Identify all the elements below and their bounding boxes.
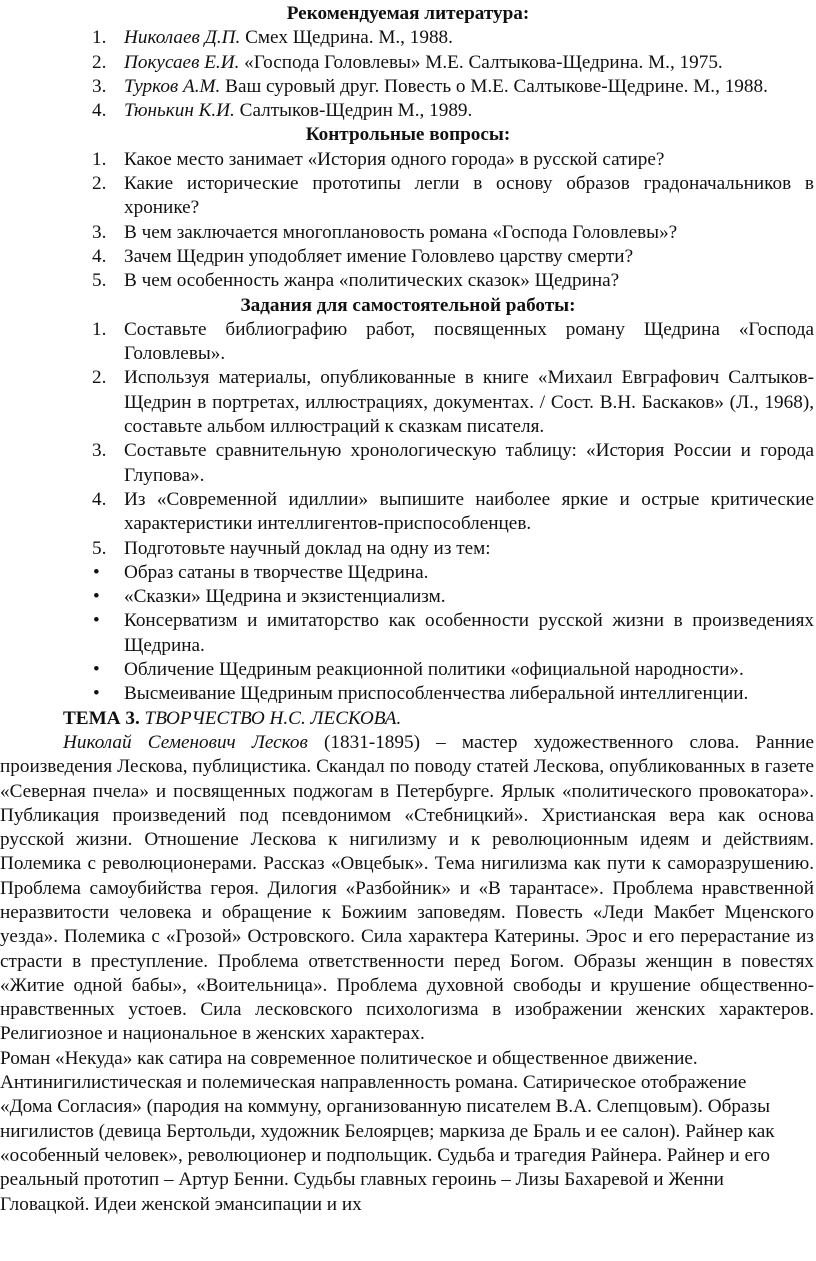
self-study-tasks-section <box>0 294 816 707</box>
report-topic-item <box>0 609 816 658</box>
literature-author: Покусаев Е.И. <box>124 51 240 73</box>
task-item <box>0 366 816 439</box>
task-text: Используя материалы, опубликованные в книге «Михаил Евграфович Салтыков-Щедрин в портретах, иллюстрациях, документах. / Сост. В.Н. Баскаков» (Л., 1968), составьте альбом иллюстраций к сказкам писателя. <box>124 367 814 438</box>
body-paragraph <box>0 731 816 1047</box>
literature-title: Смех Щедрина. М., 1988. <box>240 27 453 49</box>
task-text: Из «Современной идиллии» выпишите наиболее яркие и острые критические характеристики интеллигентов-приспособленцев. <box>124 488 814 535</box>
item-number: 4. <box>92 100 107 122</box>
literature-item <box>0 26 816 50</box>
lead-name: Николай Семенович Лесков <box>63 731 308 753</box>
task-text: Составьте библиографию работ, посвященных роману Щедрина «Господа Головлевы». <box>124 318 814 365</box>
item-number: 1. <box>92 148 107 170</box>
question-text: Зачем Щедрин уподобляет имение Головлево царству смерти? <box>124 245 634 267</box>
bullet-icon: • <box>93 586 100 608</box>
control-questions-section <box>0 123 816 293</box>
literature-title: «Господа Головлевы» М.Е. Салтыкова-Щедрина. М., 1975. <box>239 51 723 73</box>
question-text: Какое место занимает «История одного города» в русской сатире? <box>124 148 665 170</box>
literature-heading: Рекомендуемая литература: <box>286 3 530 24</box>
task-text: Составьте сравнительную хронологическую таблицу: «История России и города Глупова». <box>124 440 814 486</box>
literature-list <box>0 26 816 123</box>
task-item <box>0 488 816 537</box>
literature-item <box>0 75 816 99</box>
report-topic-item <box>0 585 816 609</box>
recommended-literature-section <box>0 2 816 123</box>
questions-list <box>0 148 816 294</box>
task-text: Подготовьте научный доклад на одну из тем: <box>124 537 491 559</box>
question-item <box>0 221 816 245</box>
literature-author: Турков А.М. <box>124 75 221 97</box>
literature-author: Николаев Д.П. <box>124 27 241 49</box>
item-number: 3. <box>92 440 107 462</box>
question-text: В чем особенность жанра «политических сказок» Щедрина? <box>124 270 620 292</box>
question-item <box>0 269 816 293</box>
literature-title: Салтыков-Щедрин М., 1989. <box>234 100 473 122</box>
literature-item <box>0 51 816 75</box>
item-number: 5. <box>92 537 107 559</box>
bullet-icon: • <box>93 561 100 583</box>
question-item <box>0 245 816 269</box>
item-number: 5. <box>92 270 107 292</box>
report-topic-text: Консерватизм и имитаторство как особенности русской жизни в произведениях Щедрина. <box>124 610 814 656</box>
question-text: В чем заключается многоплановость романа «Господа Головлевы»? <box>124 221 678 243</box>
topic-heading <box>0 707 816 731</box>
task-item <box>0 537 816 561</box>
topic-label: ТЕМА 3. <box>63 707 140 729</box>
question-item <box>0 148 816 172</box>
item-number: 2. <box>92 173 107 195</box>
bullet-icon: • <box>93 659 100 681</box>
task-item <box>0 318 816 367</box>
literature-item <box>0 99 816 123</box>
item-number: 2. <box>92 367 107 389</box>
question-text: Какие исторические прототипы легли в основу образов градоначальников в хронике? <box>124 173 814 219</box>
item-number: 1. <box>92 318 107 340</box>
task-item <box>0 439 816 488</box>
report-topics-list <box>0 561 816 707</box>
body-paragraph-2: Роман «Некуда» как сатира на современное политическое и общественное движение. Антинигилистическая и полемическая направленность романа. Сатирическое отображение «Дома Согласия» (пародия на коммуну, организованную писателем В.А. Слепцовым). Образы нигилистов (девица Бертольди, художник Белоярцев; маркиза де Браль и ее салон). Райнер как «особенный человек», революционер и подпольщик. Судьба и трагедия Райнера. Райнер и его реальный прототип – Артур Бенни. Судьбы главных героинь – Лизы Бахаревой и Женни Гловацкой. Идеи женской эмансипации и их <box>0 1047 775 1215</box>
literature-title: Ваш суровый друг. Повесть о М.Е. Салтыкове-Щедрине. М., 1988. <box>220 75 768 97</box>
report-topic-text: Образ сатаны в творчестве Щедрина. <box>124 561 429 583</box>
item-number: 3. <box>92 75 107 97</box>
bullet-icon: • <box>93 683 100 705</box>
tasks-heading: Задания для самостоятельной работы: <box>240 294 576 316</box>
item-number: 4. <box>92 488 107 510</box>
question-item <box>0 172 816 221</box>
literature-author: Тюнькин К.И. <box>124 100 235 122</box>
report-topic-text: Высмеивание Щедриным приспособленчества либеральной интеллигенции. <box>124 683 749 705</box>
report-topic-item <box>0 658 816 682</box>
bullet-icon: • <box>93 610 100 632</box>
report-topic-text: Обличение Щедриным реакционной политики «официальной народности». <box>124 659 744 681</box>
item-number: 4. <box>92 245 107 267</box>
item-number: 1. <box>92 27 107 49</box>
report-topic-item <box>0 561 816 585</box>
report-topic-text: «Сказки» Щедрина и экзистенциализм. <box>124 586 446 608</box>
paragraph-text: (1831-1895) – мастер художественного слова. Ранние произведения Лескова, публицистика. Скандал по поводу статей Лескова, опубликованных в газете «Северная пчела» и посвященных поджогам в Петербурге. Ярлык «политического провокатора». Публикация произведений под псевдонимом «Стебницкий». Христианская вера как основа русской жизни. Отношение Лескова к нигилизму и к революционным идеям и действиям. Полемика с революционерами. Рассказ «Овцебык». Тема нигилизма как пути к саморазрушению. Проблема самоубийства героя. Дилогия «Разбойник» и «В тарантасе». Проблема нравственной неразвитости человека и обращение к Божиим заповедям. Повесть «Леди Макбет Мценского уезда». Полемика с «Грозой» Островского. Сила характера Катерины. Эрос и его перерастание из страсти в преступление. Проблема ответственности перед Богом. Образы женщин в повестях «Житие одной бабы», «Воительница». Проблема духовной свободы и крушение общественно-нравственных устоев. Сила лесковского психологизма в изображении женских характеров. Религиозное и национальное в женских характерах. <box>0 731 814 1045</box>
item-number: 2. <box>92 51 107 73</box>
topic-title: ТВОРЧЕСТВО Н.С. ЛЕСКОВА. <box>144 707 402 729</box>
report-topic-item <box>0 682 816 706</box>
questions-heading: Контрольные вопросы: <box>305 124 511 146</box>
tasks-list <box>0 318 816 561</box>
item-number: 3. <box>92 221 107 243</box>
